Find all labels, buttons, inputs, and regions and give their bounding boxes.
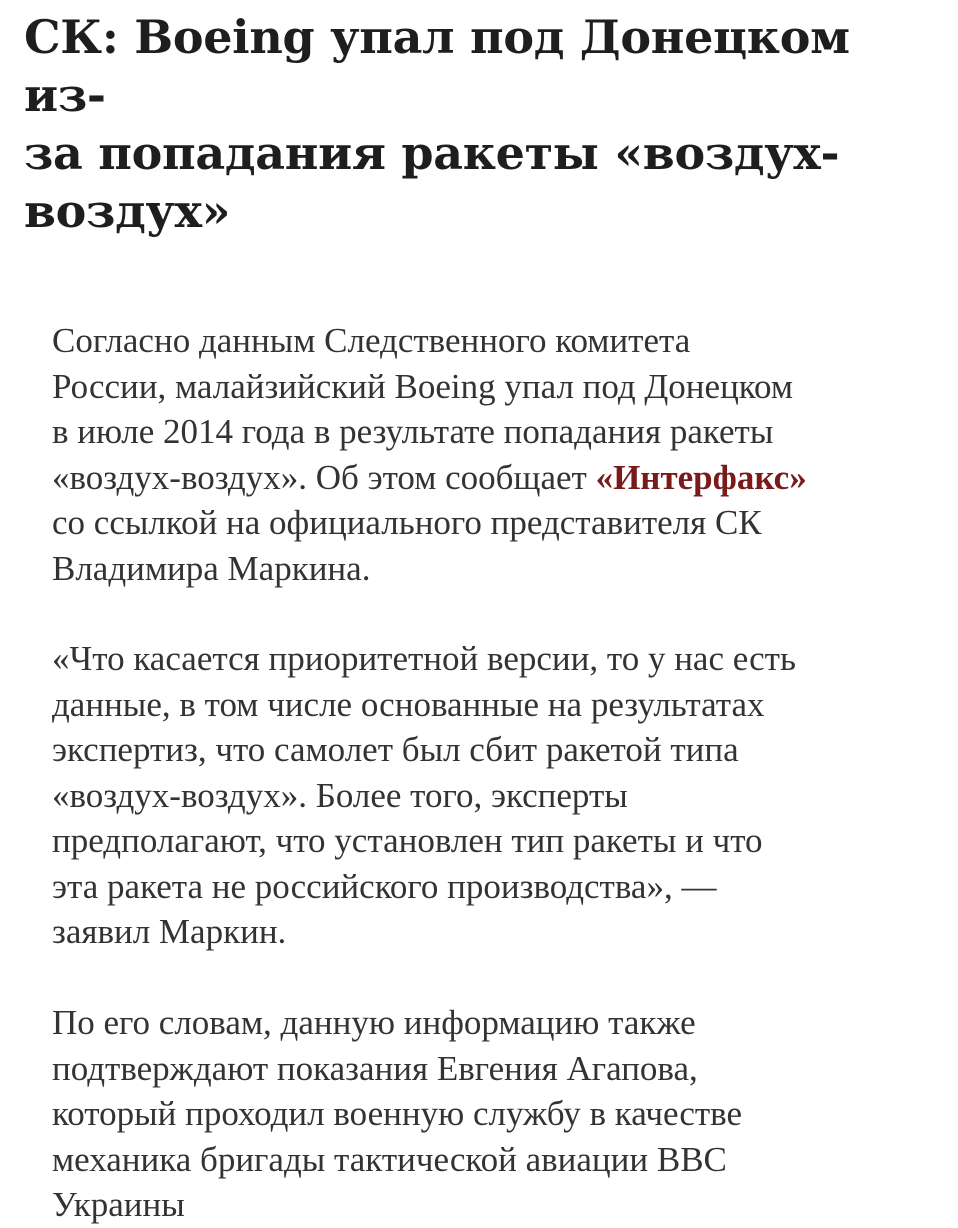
paragraph-1-text-after: со ссылкой на официального представителя СК Владимира Маркина. [52,503,762,588]
article-paragraph-3: По его словам, данную информацию также подтверждают показания Евгения Агапова, который проходил военную службу в качестве механика бригады тактической авиации ВВС Украины [52,1003,743,1224]
interfax-source-link[interactable]: «Интерфакс» [595,457,807,497]
article-paragraph-1 [52,318,912,591]
paragraph-1-text-before: Согласно данным Следственного комитета России, малайзийский Boeing упал под Донецком в июле 2014 года в результате попадания ракеты «воздух-воздух». Об этом сообщает [52,321,794,497]
article-paragraph-2: «Что касается приоритетной версии, то у нас есть данные, в том числе основанные на результатах экспертиз, что самолет был сбит ракетой типа «воздух-воздух». Более того, эксперты предполагают, что установлен тип ракеты и что эта ракета не российского производства», — заявил Маркин. [52,639,796,951]
article-title: СК: Boeing упал под Донецком из- за попадания ракеты «воздух- воздух» [24,10,850,238]
